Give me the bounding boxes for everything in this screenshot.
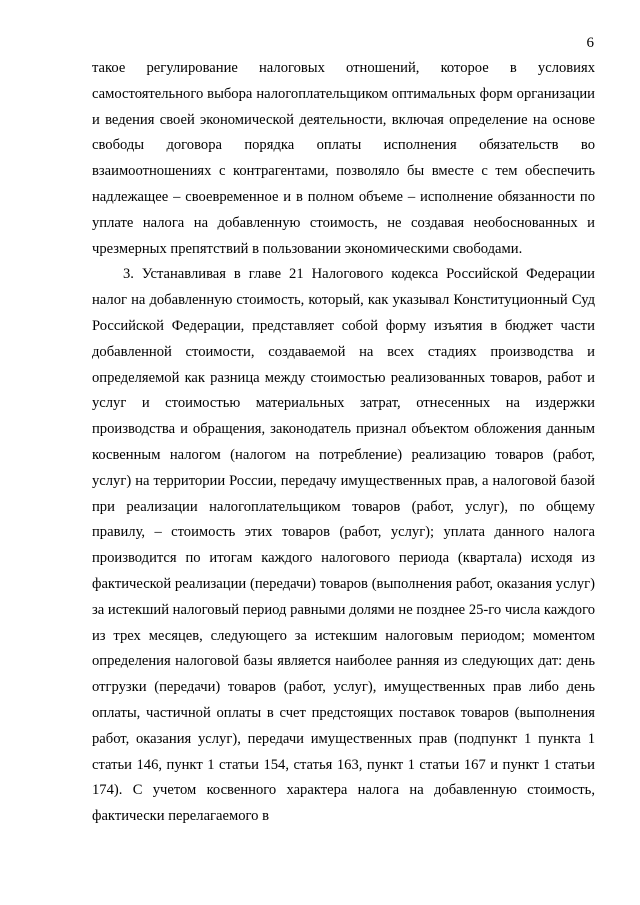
document-body <box>92 56 595 830</box>
page-number: 6 <box>586 35 594 51</box>
paragraph-3: 3. Устанавливая в главе 21 Налогового кодекса Российской Федерации налог на добавленную стоимость, который, как указывал Конституционный Суд Российской Федерации, представляет собой форму изъятия в бюджет части добавленной стоимости, создаваемой на всех стадиях производства и определяемой как разница между стоимостью реализованных товаров, работ и услуг и стоимостью материальных затрат, отнесенных на издержки производства и обращения, законодатель признал объектом обложения данным косвенным налогом (налогом на потребление) реализацию товаров (работ, услуг) на территории России, передачу имущественных прав, а налоговой базой при реализации налогоплательщиком товаров (работ, услуг), по общему правилу, – стоимость этих товаров (работ, услуг); уплата данного налога производится по итогам каждого налогового периода (квартала) исходя из фактической реализации (передачи) товаров (выполнения работ, оказания услуг) за истекший налоговый период равными долями не позднее 25-го числа каждого из трех месяцев, следующего за истекшим налоговым периодом; моментом определения налоговой базы является наиболее ранняя из следующих дат: день отгрузки (передачи) товаров (работ, услуг), имущественных прав либо день оплаты, частичной оплаты в счет предстоящих поставок товаров (выполнения работ, оказания услуг), передачи имущественных прав (подпункт 1 пункта 1 статьи 146, пункт 1 статьи 154, статья 163, пункт 1 статьи 167 и пункт 1 статьи 174). С учетом косвенного характера налога на добавленную стоимость, фактически перелагаемого в <box>92 266 595 825</box>
paragraph-continued: такое регулирование налоговых отношений, которое в условиях самостоятельного выбора налогоплательщиком оптимальных форм организации и ведения своей экономической деятельности, включая определение на основе свободы договора порядка оплаты исполнения обязательств во взаимоотношениях с контрагентами, позволяло бы вместе с тем обеспечить надлежащее – своевременное и в полном объеме – исполнение обязанности по уплате налога на добавленную стоимость, не создавая необоснованных и чрезмерных препятствий в пользовании экономическими свободами. <box>92 60 595 257</box>
